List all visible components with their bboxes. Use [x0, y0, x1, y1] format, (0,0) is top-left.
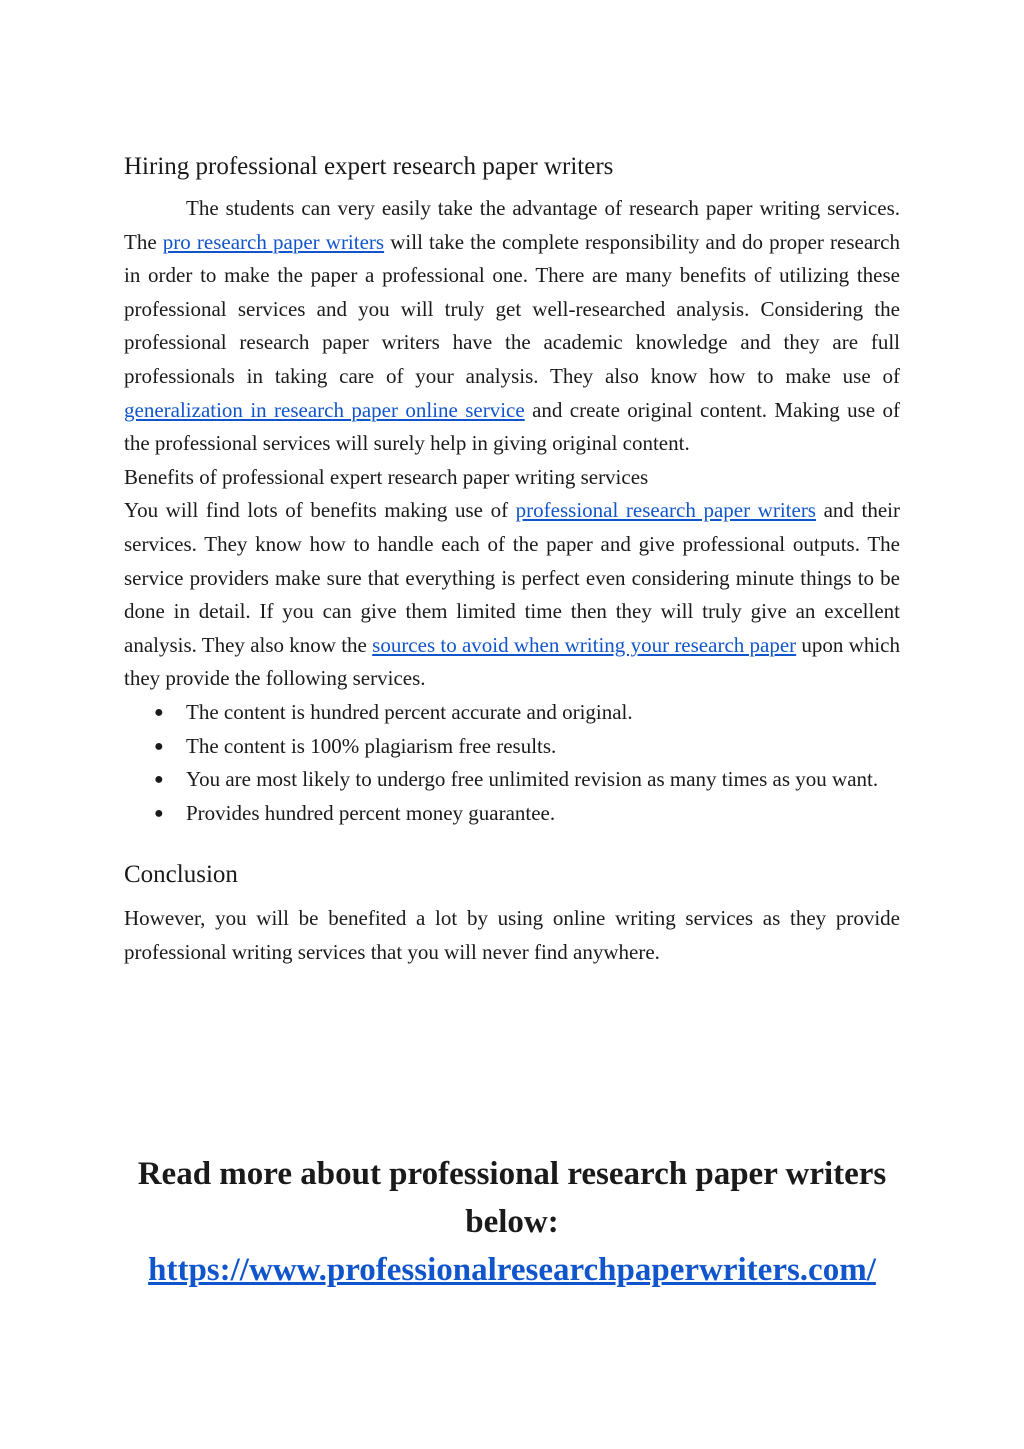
bullet-icon: ●: [154, 703, 164, 721]
intro-paragraph: [124, 192, 900, 461]
intro-text-2: will take the complete responsibility and do proper research in order to make the paper a professional one. There are many benefits of utilizing these professional services and you will truly get well-researched analysis. Considering the professional research paper writers have the academic knowledge and they are full professionals in taking care of your analysis. They also know how to make use of: [124, 229, 900, 388]
professional-writers-link[interactable]: professional research paper writers: [515, 498, 816, 523]
list-item: ● The content is 100% plagiarism free results.: [124, 730, 900, 764]
website-link[interactable]: https://www.professionalresearchpaperwriters.com/: [148, 1252, 876, 1288]
generalization-link[interactable]: generalization in research paper online service: [124, 397, 525, 422]
intro-text-3: and create original content. Making use of the professional services will surely help in giving original content.: [124, 397, 900, 456]
list-item: ● Provides hundred percent money guarantee.: [124, 797, 900, 831]
sources-to-avoid-link[interactable]: sources to avoid when writing your research paper: [372, 632, 797, 657]
benefits-paragraph: [124, 494, 900, 696]
benefits-text-1: You will find lots of benefits making use of: [124, 498, 516, 523]
conclusion-heading: Conclusion: [124, 861, 238, 889]
bullet-icon: ●: [154, 771, 164, 789]
conclusion-paragraph: However, you will be benefited a lot by using online writing services as they provide professional writing services that you will never find anywhere.: [124, 906, 900, 964]
list-item: ● The content is hundred percent accurate and original.: [124, 696, 900, 730]
bullet-icon: ●: [154, 804, 164, 822]
services-list: [124, 696, 900, 830]
pro-writers-link[interactable]: pro research paper writers: [162, 229, 385, 254]
document-body: [124, 150, 900, 969]
section-heading-hiring: Hiring professional expert research paper writers: [124, 153, 614, 180]
list-item: ● You are most likely to undergo free unlimited revision as many times as you want.: [124, 763, 900, 797]
bullet-icon: ●: [154, 737, 164, 755]
benefits-subheading: Benefits of professional expert research paper writing services: [124, 464, 649, 489]
read-more-text: Read more about professional research paper writers below:: [137, 1156, 887, 1240]
intro-text-1: The students can very easily take the advantage of research paper writing services. The: [124, 196, 900, 254]
read-more-callout: [100, 1150, 924, 1294]
benefits-text-3: upon which they provide the following services.: [124, 632, 900, 691]
benefits-text-2: and their services. They know how to handle each of the paper and give professional outputs. The service providers make sure that everything is perfect even considering minute things to be done in detail. If you can give them limited time then they will truly give an excellent analysis. They also know the: [124, 498, 900, 657]
